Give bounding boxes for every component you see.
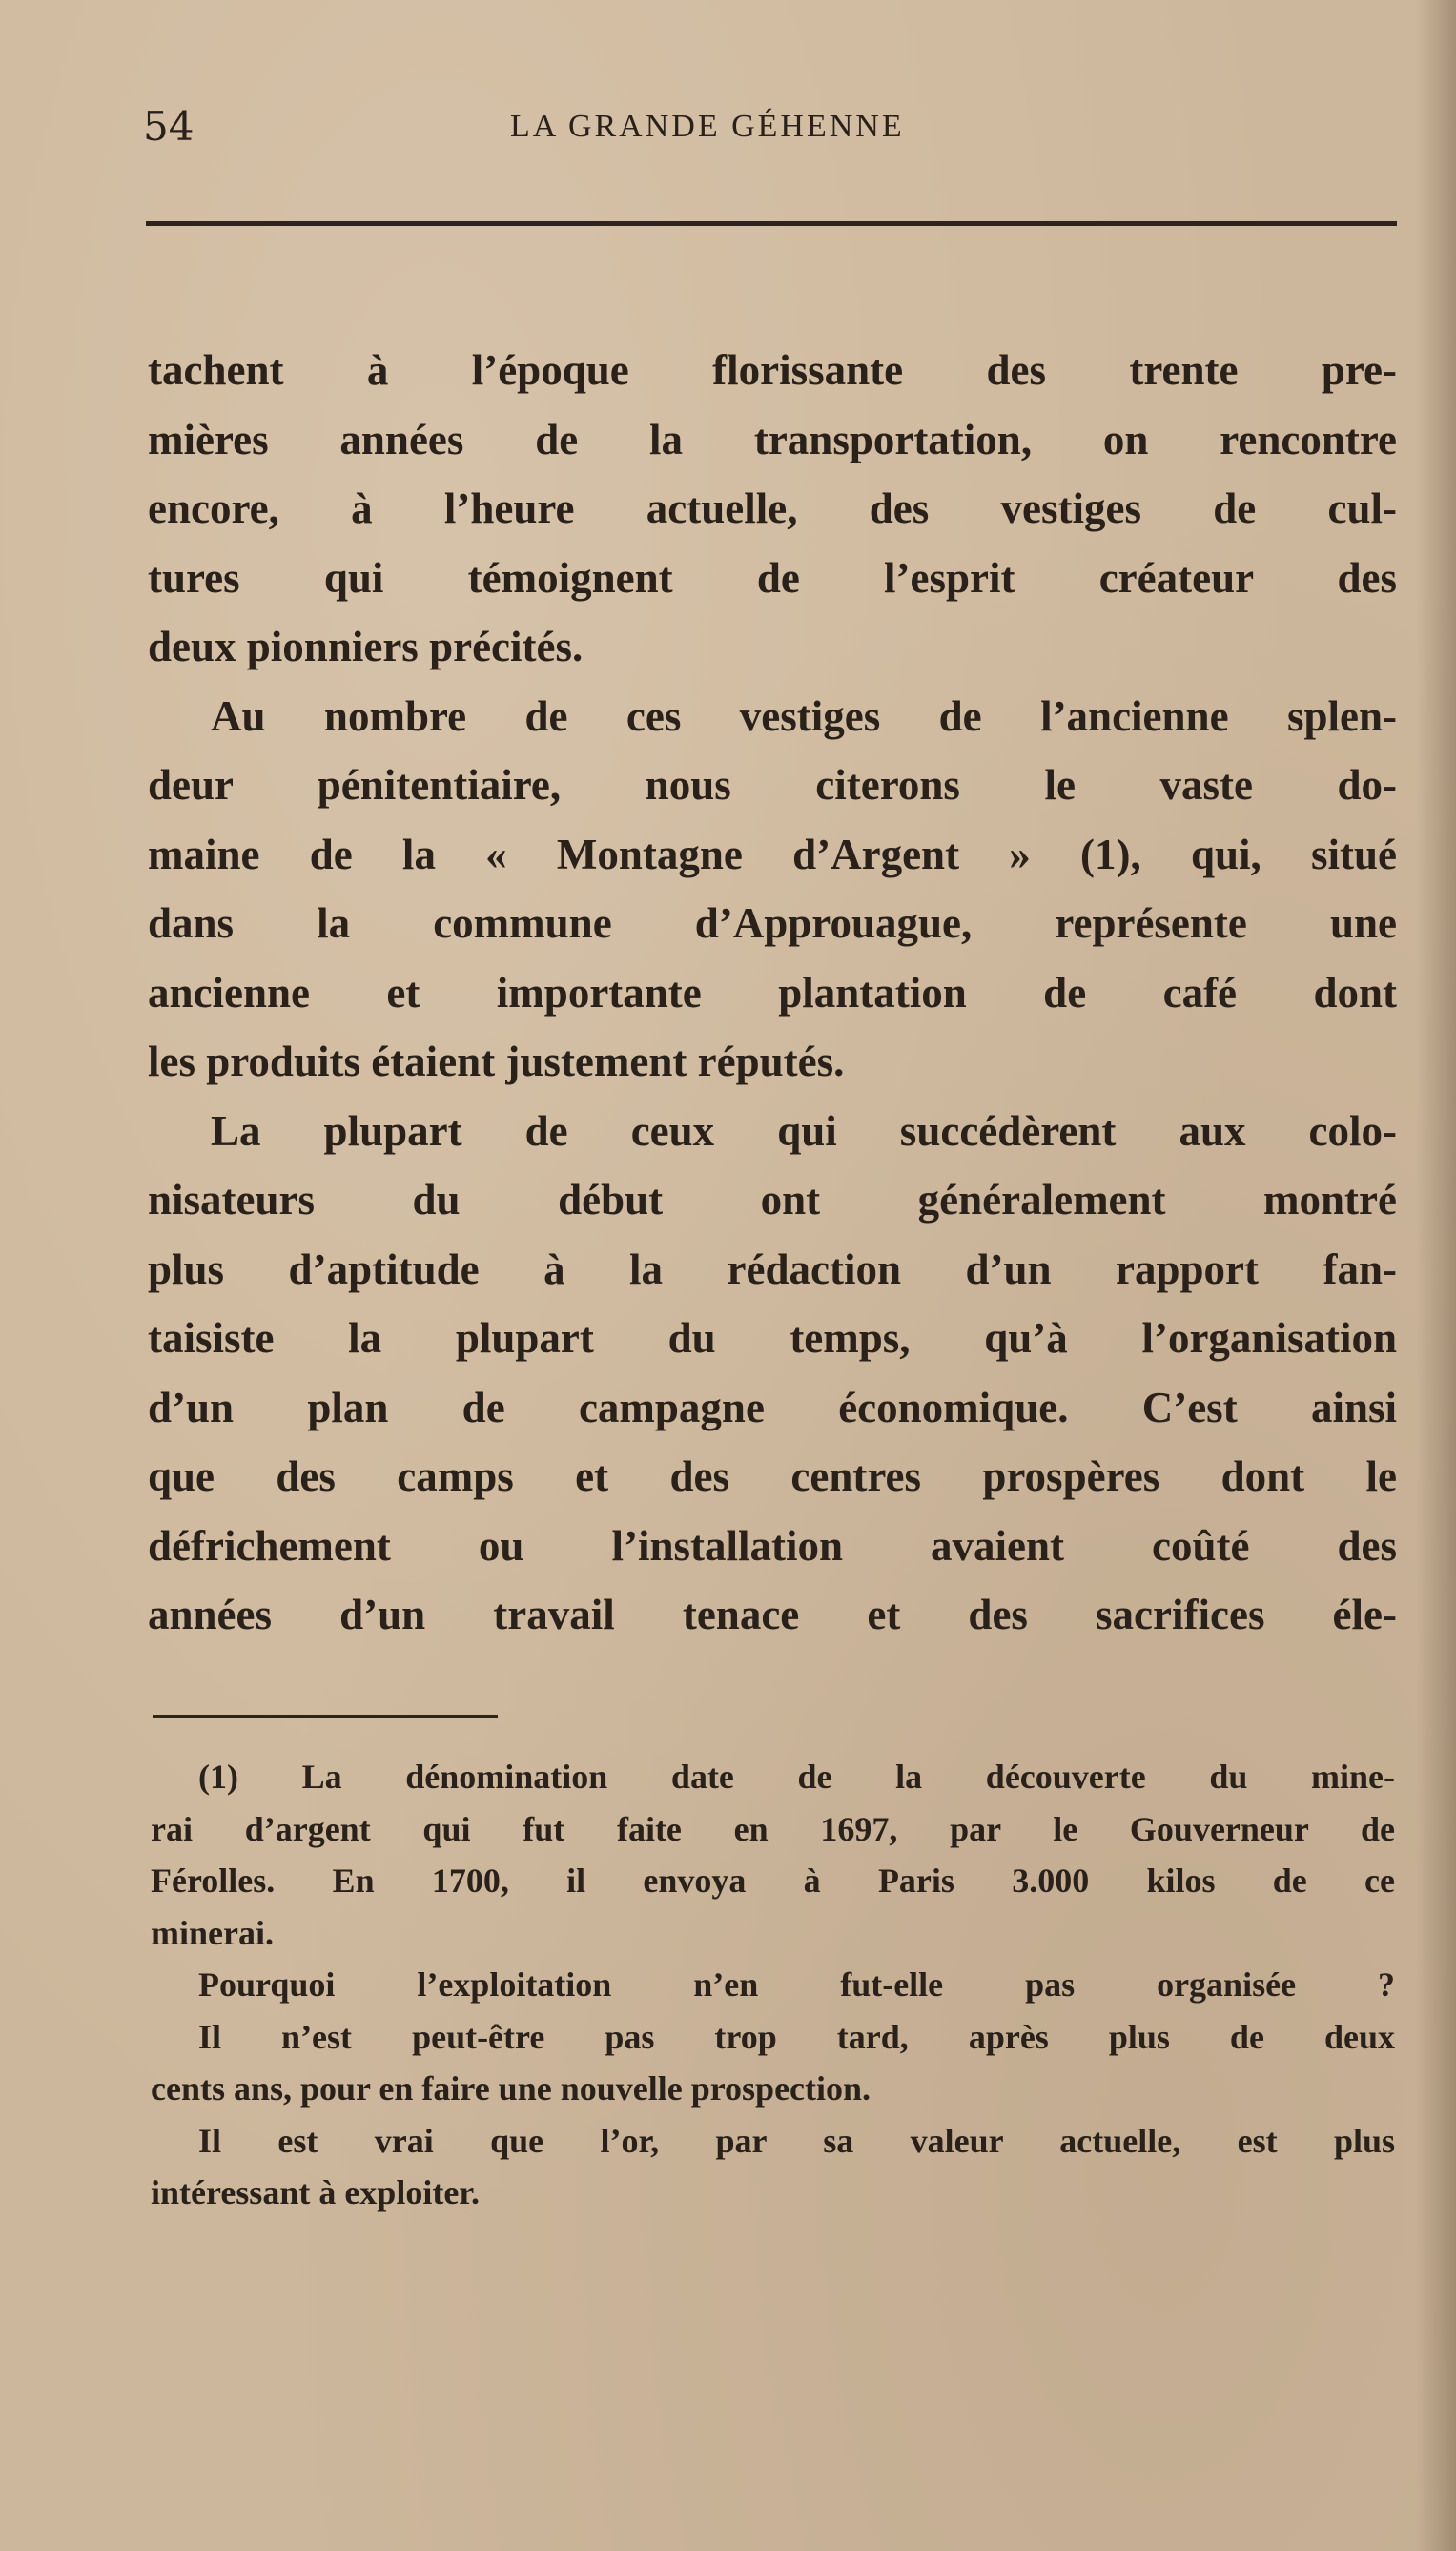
footnote-line: Il n’est peut-être pas trop tard, après plus de deux: [198, 2017, 1395, 2056]
footnote-line: rai d’argent qui fut faite en 1697, par le Gouverneur de: [151, 1809, 1395, 1848]
paragraph-start: Au nombre de ces vestiges de l’ancienne splen-: [211, 691, 1397, 740]
text-line: maine de la « Montagne d’Argent » (1), qui, situé: [148, 830, 1397, 878]
text-line: tachent à l’époque florissante des trente pre-: [148, 346, 1397, 394]
running-title: LA GRANDE GÉHENNE: [510, 109, 905, 144]
text-line: tures qui témoignent de l’esprit créateur des: [148, 553, 1397, 602]
text-line: deux pionniers précités.: [148, 623, 584, 670]
text-line: encore, à l’heure actuelle, des vestiges de cul-: [148, 484, 1397, 532]
paragraph-start: La plupart de ceux qui succédèrent aux colo-: [211, 1106, 1397, 1155]
text-line: deur pénitentiaire, nous citerons le vaste do-: [148, 761, 1397, 809]
text-line: années d’un travail tenace et des sacrifices éle-: [148, 1591, 1397, 1638]
footnote-line: (1) La dénomination date de la découverte du mine-: [198, 1758, 1395, 1796]
footnote-line: minerai.: [151, 1913, 274, 1952]
text-line: dans la commune d’Approuague, représente une: [148, 899, 1397, 947]
page-edge-shadow: [1416, 0, 1456, 2551]
text-line: taisiste la plupart du temps, qu’à l’organisation: [148, 1314, 1397, 1362]
text-line: plus d’aptitude à la rédaction d’un rapport fan-: [148, 1245, 1397, 1293]
footnotes: [151, 1751, 1395, 2219]
page-number: 54: [143, 103, 195, 150]
footnote-line: Il est vrai que l’or, par sa valeur actuelle, est plus: [198, 2121, 1395, 2160]
footnote-line: Pourquoi l’exploitation n’en fut-elle pas organisée ?: [198, 1965, 1395, 2004]
body-text: [148, 336, 1397, 1650]
footnote-line: intéressant à exploiter.: [151, 2173, 480, 2212]
page-header: [143, 95, 1392, 153]
text-line: ancienne et importante plantation de café dont: [148, 968, 1397, 1017]
header-rule: [146, 221, 1397, 226]
text-line: défrichement ou l’installation avaient coûté des: [148, 1521, 1397, 1570]
text-line: que des camps et des centres prospères dont le: [148, 1452, 1397, 1500]
text-line: les produits étaient justement réputés.: [148, 1038, 845, 1085]
footnote-rule: [153, 1715, 498, 1718]
footnote-line: Férolles. En 1700, il envoya à Paris 3.000 kilos de ce: [151, 1862, 1395, 1900]
text-line: mières années de la transportation, on rencontre: [148, 415, 1397, 463]
footnote-line: cents ans, pour en faire une nouvelle prospection.: [151, 2069, 872, 2108]
text-line: d’un plan de campagne économique. C’est ainsi: [148, 1383, 1397, 1431]
text-line: nisateurs du début ont généralement montré: [148, 1176, 1397, 1224]
